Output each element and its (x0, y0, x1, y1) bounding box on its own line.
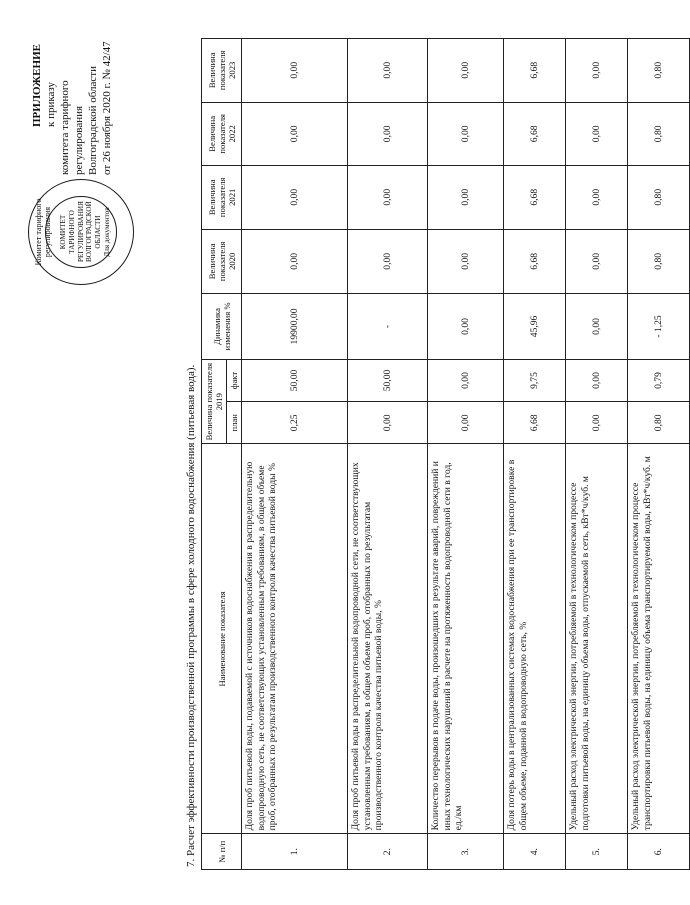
value-2022: 0,00 (428, 102, 504, 165)
table-caption: 7. Расчет эффективности производственной программы в сфере холодного водоснабжения (питьевая вода). (185, 364, 197, 867)
value-2020: 0,00 (428, 229, 504, 294)
fact-2019: 50,00 (242, 359, 348, 401)
fact-2019: 9,75 (504, 359, 566, 401)
dynamics: - (348, 294, 428, 360)
header-name: Наименование показателя (202, 444, 242, 834)
header-2020: Величина показателя 2020 (202, 229, 242, 294)
indicator-name: Доля проб питьевой воды в распределительной водопроводной сети, не соответствующих установленным требованиям, в общем объеме проб, отобранных по результатам производственного контроля качества питьевой воды, % (348, 444, 428, 834)
value-2022: 0,80 (628, 102, 690, 165)
value-2020: 0,00 (566, 229, 628, 294)
seal-line: РЕГУЛИРОВАНИЯ (76, 201, 85, 262)
dynamics: 45,96 (504, 294, 566, 360)
appendix-line: комитета тарифного регулирования (59, 80, 85, 175)
fact-2019: 0,00 (566, 359, 628, 401)
plan-2019: 0,25 (242, 402, 348, 444)
value-2021: 0,80 (628, 166, 690, 229)
value-2020: 0,00 (242, 229, 348, 294)
appendix-line: к приказу (45, 81, 57, 127)
value-2023: 0,80 (628, 39, 690, 103)
row-number: 1. (242, 834, 348, 870)
fact-2019: 50,00 (348, 359, 428, 401)
plan-2019: 0,00 (566, 402, 628, 444)
indicator-name: Количество перерывов в подаче воды, произошедших в результате аварий, повреждений и иных технологических нарушений в расчете на протяженность водопроводной сети в год, ед./км (428, 444, 504, 834)
value-2023: 0,00 (348, 39, 428, 103)
header-value-2019: Величина показателя 2019 (202, 359, 227, 444)
value-2023: 0,00 (428, 39, 504, 103)
value-2021: 0,00 (428, 166, 504, 229)
efficiency-table (201, 38, 690, 870)
appendix-block (30, 25, 114, 215)
seal-line: ОБЛАСТИ (94, 215, 103, 249)
dynamics: - 1,25 (628, 294, 690, 360)
value-2020: 6,68 (504, 229, 566, 294)
dynamics: 19900,00 (242, 294, 348, 360)
value-2023: 6,68 (504, 39, 566, 103)
seal-line: КОМИТЕТ (59, 214, 67, 250)
table-row (628, 39, 690, 870)
header-2021: Величина показателя 2021 (202, 166, 242, 229)
header-num: № п/п (202, 834, 242, 870)
seal-line: Для документов (102, 207, 111, 257)
dynamics: 0,00 (566, 294, 628, 360)
value-2021: 0,00 (348, 166, 428, 229)
row-number: 5. (566, 834, 628, 870)
value-2021: 0,00 (566, 166, 628, 229)
indicator-name: Доля потерь воды в централизованных системах водоснабжения при ее транспортировке в общем объеме, поданной в водопроводную сеть, % (504, 444, 566, 834)
table-header-row (202, 39, 227, 870)
value-2022: 0,00 (242, 102, 348, 165)
plan-2019: 0,00 (428, 402, 504, 444)
header-fact: факт (227, 359, 242, 401)
table-row (348, 39, 428, 870)
seal-ring-text: Комитет тарифного регулирования (34, 198, 52, 266)
table-row (428, 39, 504, 870)
value-2021: 6,68 (504, 166, 566, 229)
value-2021: 0,00 (242, 166, 348, 229)
fact-2019: 0,00 (428, 359, 504, 401)
dynamics: 0,00 (428, 294, 504, 360)
fact-2019: 0,79 (628, 359, 690, 401)
value-2022: 0,00 (348, 102, 428, 165)
plan-2019: 6,68 (504, 402, 566, 444)
table-row (242, 39, 348, 870)
value-2022: 6,68 (504, 102, 566, 165)
table-row (504, 39, 566, 870)
header-dynamics: Динамика изменения % (202, 294, 242, 360)
appendix-line: от 26 ноября 2020 г. № 42/47 (101, 41, 113, 175)
plan-2019: 0,00 (348, 402, 428, 444)
indicator-name: Удельный расход электрической энергии, потребляемой в технологическом процессе транспортировки питьевой воды, на единицу объема транспортируемой воды, кВт*ч/куб. м (628, 444, 690, 834)
appendix-line: Волгоградской области (87, 66, 99, 175)
value-2022: 0,00 (566, 102, 628, 165)
indicator-name: Доля проб питьевой воды, подаваемой с источников водоснабжения в распределительную водопроводную сеть, не соответствующих установленным требованиям, в общем объеме проб, отобранных по результатам производственного контроля качества питьевой воды % (242, 444, 348, 834)
row-number: 2. (348, 834, 428, 870)
appendix-heading: ПРИЛОЖЕНИЕ (31, 44, 43, 127)
value-2023: 0,00 (242, 39, 348, 103)
value-2023: 0,00 (566, 39, 628, 103)
value-2020: 0,80 (628, 229, 690, 294)
header-2023: Величина показателя 2023 (202, 39, 242, 103)
table-row (566, 39, 628, 870)
seal-line: ТАРИФНОГО (67, 210, 76, 254)
header-2022: Величина показателя 2022 (202, 102, 242, 165)
indicator-name: Удельный расход электрической энергии, потребляемой в технологическом процессе подготовки питьевой воды, на единицу объема воды, отпускаемой в сеть, кВт*ч/куб. м (566, 444, 628, 834)
row-number: 4. (504, 834, 566, 870)
row-number: 3. (428, 834, 504, 870)
value-2020: 0,00 (348, 229, 428, 294)
row-number: 6. (628, 834, 690, 870)
seal-line: ВОЛГОГРАДСКОЙ (85, 201, 94, 262)
header-plan: план (227, 402, 242, 444)
plan-2019: 0,80 (628, 402, 690, 444)
